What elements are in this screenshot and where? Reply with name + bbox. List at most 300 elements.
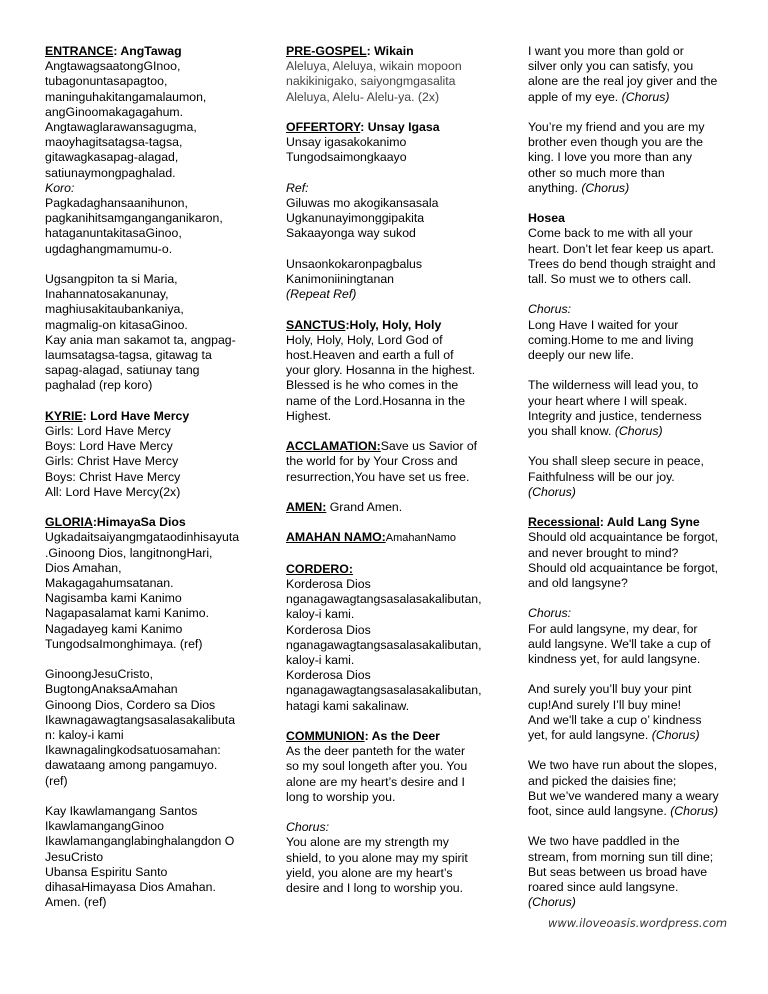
lyric-line: [45, 546, 250, 561]
lyric-text: But we’ve wandered many a weary: [528, 788, 719, 803]
lyric-text: Amen. (ref): [45, 895, 107, 910]
lyric-text: Ugkadaitsaiyangmgataodinhisayuta: [45, 530, 240, 545]
lyric-text: You alone are my strength my: [286, 835, 449, 850]
lyric-line: [528, 758, 730, 773]
lyric-text: maghiusakitaubankaniya,: [45, 302, 184, 317]
lyric-line: [286, 699, 492, 714]
chorus-marker: (Chorus): [621, 89, 670, 104]
lyric-line: [286, 759, 492, 774]
lyric-line: [286, 454, 492, 469]
lyric-text: The wilderness will lead you, to: [528, 378, 699, 393]
section-heading-subtitle: : Auld Lang Syne: [599, 515, 700, 530]
lyric-line: [45, 226, 250, 241]
lyric-text: n: kaloy-i kami: [45, 728, 124, 743]
section-heading-text: AmahanNamo: [385, 532, 457, 545]
lyric-text: Ubansa Espiritu Santo: [45, 864, 168, 879]
lyric-text: king. I love you more than any: [528, 150, 693, 165]
lyric-text: We two have paddled in the: [528, 834, 680, 849]
lyric-line: [45, 378, 250, 393]
lyric-line: [528, 135, 730, 150]
lyric-line: [45, 606, 250, 621]
section-heading-subtitle: : Wikain: [366, 44, 414, 58]
lyric-text: the world for by Your Cross and: [286, 454, 458, 469]
section-heading-title: OFFERTORY: [286, 120, 361, 134]
lyric-line: [45, 90, 250, 105]
lyric-text: dawataang among pangamuyo.: [45, 758, 218, 773]
spacer: [286, 105, 492, 120]
lyric-line: [45, 758, 250, 773]
lyric-text: Dios Amahan,: [45, 560, 122, 575]
lyric-line: [528, 774, 730, 789]
lyric-line: [45, 454, 250, 469]
section-heading-subtitle: :Holy, Holy, Holy: [345, 317, 442, 332]
lyric-line: [528, 606, 730, 621]
spacer: [528, 439, 730, 454]
lyric-line: [528, 530, 730, 545]
lyric-text: Girls: Christ Have Mercy: [45, 454, 179, 469]
lyric-text: dihasaHimayasa Dios Amahan.: [45, 880, 216, 895]
lyric-line: [45, 211, 250, 226]
lyric-text: apple of my eye.: [528, 89, 622, 104]
lyric-line: [528, 257, 730, 272]
lyric-line: [45, 682, 250, 697]
section-heading-title: GLORIA: [45, 515, 93, 530]
lyric-text: maoyhagitsatagsa-tagsa,: [45, 135, 183, 150]
lyric-text: kaloy-i kami.: [286, 607, 355, 622]
lyric-line: [286, 348, 492, 363]
lyric-text: Nagisamba kami Kanimo: [45, 591, 182, 606]
lyric-text: your glory. Hosanna in the highest.: [286, 363, 476, 378]
lyric-text: yield, you alone are my heart’s: [286, 865, 453, 880]
lyric-line: [528, 272, 730, 287]
lyric-text: IkawlamangangGinoo: [45, 819, 164, 834]
lyric-line: [45, 318, 250, 333]
lyric-line: [286, 744, 492, 759]
lyric-text: JesuCristo: [45, 849, 104, 864]
lyric-text: Inahannatosakanunay,: [45, 287, 169, 302]
spacer: [286, 302, 492, 317]
lyric-text: roared since auld langsyne.: [528, 880, 679, 895]
section-heading-text: Grand Amen.: [326, 500, 403, 514]
lyric-text: All: Lord Have Mercy(2x): [45, 484, 181, 499]
spacer: [45, 394, 250, 409]
lyric-line: [45, 470, 250, 485]
lyric-line: [45, 850, 250, 865]
lyric-line: [286, 470, 492, 485]
lyric-text: alone are my heart’s desire and I: [286, 774, 465, 789]
lyric-text: (Chorus): [528, 484, 576, 499]
spacer: [286, 515, 492, 530]
spacer: [528, 363, 730, 378]
section-heading-subtitle: :HimayaSa Dios: [92, 515, 186, 530]
lyric-line: [45, 181, 250, 196]
spacer: [286, 714, 492, 729]
lyric-text: As the deer panteth for the water: [286, 744, 466, 759]
lyric-line: [45, 166, 250, 181]
lyric-text: (Repeat Ref): [286, 287, 357, 302]
lyric-line: [528, 834, 730, 849]
lyric-text: and picked the daisies fine;: [528, 773, 677, 788]
section-heading-title: Recessional: [528, 515, 600, 530]
section-heading: [286, 439, 492, 454]
section-heading-title: KYRIE: [45, 408, 83, 423]
lyric-text: Koro:: [45, 180, 75, 195]
lyric-line: [528, 348, 730, 363]
lyric-text: pagkanihitsamganganganikaron,: [45, 211, 223, 226]
section-heading-subtitle: : Unsay Igasa: [360, 120, 440, 134]
lyric-line: [286, 851, 492, 866]
lyric-text: AngtawagsaatongGInoo,: [45, 59, 181, 74]
lyric-text: foot, since auld langsyne.: [528, 804, 671, 819]
lyric-line: [45, 485, 250, 500]
lyric-line: [45, 348, 250, 363]
chorus-marker: (Chorus): [651, 728, 700, 743]
lyric-line: [286, 135, 492, 150]
lyric-line: [45, 576, 250, 591]
spacer: [286, 242, 492, 257]
lyric-text: .Ginoong Dios, langitnongHari,: [45, 545, 213, 560]
lyric-line: [286, 150, 492, 165]
lyric-text: Korderosa Dios: [286, 576, 371, 591]
lyric-line: [528, 378, 730, 393]
lyric-line: [45, 150, 250, 165]
section-heading-title: PRE-GOSPEL: [286, 44, 367, 58]
lyric-line: [45, 774, 250, 789]
section-heading-text: Save us Savior of: [380, 439, 478, 454]
lyric-line: [528, 622, 730, 637]
lyric-line: [286, 59, 492, 74]
lyric-text: brother even though you are the: [528, 135, 704, 150]
lyric-line: [528, 470, 730, 485]
lyric-text: deeply our new life.: [528, 348, 634, 363]
lyric-text: Aleluya, Alelu- Alelu-ya. (2x): [286, 89, 440, 104]
lyric-text: You’re my friend and you are my: [528, 120, 705, 134]
lyric-line: [528, 682, 730, 697]
section-heading: [286, 729, 492, 744]
lyric-line: [45, 302, 250, 317]
lyric-line: [286, 653, 492, 668]
lyric-text: paghalad (rep koro): [45, 378, 153, 393]
lyric-text: Ugsangpiton ta si Maria,: [45, 272, 178, 287]
lyric-line: [528, 74, 730, 89]
section-heading-title: ACCLAMATION:: [286, 439, 381, 454]
lyric-line: [286, 577, 492, 592]
lyric-text: resurrection,You have set us free.: [286, 469, 470, 484]
lyric-line: [286, 790, 492, 805]
lyric-line: [528, 850, 730, 865]
lyric-line: [528, 90, 730, 105]
section-heading-title: CORDERO:: [286, 561, 353, 576]
lyric-line: [286, 363, 492, 378]
lyric-line: [286, 409, 492, 424]
lyric-line: [45, 819, 250, 834]
lyric-text: Korderosa Dios: [286, 622, 371, 637]
lyric-text: stream, from morning sun till dine;: [528, 849, 714, 864]
lyric-text: TungodsaImonghimaya. (ref): [45, 636, 203, 651]
lyric-text: your heart where I will speak.: [528, 393, 688, 408]
lyric-text: magmalig-on kitasaGinoo.: [45, 317, 188, 332]
lyric-line: [528, 302, 730, 317]
lyric-text: (ref): [45, 773, 68, 788]
lyric-line: [528, 181, 730, 196]
lyric-text: Ginoong Dios, Cordero sa Dios: [45, 697, 216, 712]
spacer: [286, 805, 492, 820]
lyric-line: [45, 74, 250, 89]
lyric-text: Aleluya, Aleluya, wikain mopoon: [286, 59, 462, 74]
lyric-line: [45, 622, 250, 637]
lyric-line: [528, 576, 730, 591]
lyric-line: [45, 120, 250, 135]
lyric-line: [286, 74, 492, 89]
section-heading: [45, 44, 250, 59]
section-heading-subtitle: : As the Deer: [364, 729, 440, 743]
lyric-line: [286, 378, 492, 393]
lyric-line: [45, 242, 250, 257]
lyric-line: [528, 318, 730, 333]
lyric-text: sapag-alagad, satiunay tang: [45, 363, 200, 378]
lyric-text: kindness yet, for auld langsyne.: [528, 652, 701, 667]
lyric-text: Angtawaglarawansagugma,: [45, 120, 197, 135]
lyric-line: [286, 226, 492, 241]
lyric-line: [45, 743, 250, 758]
lyric-text: tall. So must we to others call.: [528, 272, 692, 287]
lyric-text: ugdaghangmamumu-o.: [45, 241, 173, 256]
lyric-line: [528, 394, 730, 409]
lyric-line: [45, 59, 250, 74]
lyric-line: [528, 120, 730, 135]
spacer: [528, 743, 730, 758]
spacer: [45, 257, 250, 272]
lyric-text: For auld langsyne, my dear, for: [528, 621, 698, 636]
section-heading: [286, 120, 492, 135]
lyric-text: I want you more than gold or: [528, 44, 684, 58]
lyric-line: [45, 287, 250, 302]
spacer: [45, 652, 250, 667]
lyric-line: [45, 105, 250, 120]
lyric-text: Should old acquaintance be forgot,: [528, 560, 719, 575]
lyric-line: [286, 881, 492, 896]
lyric-line: [528, 561, 730, 576]
lyric-text: Kanimoniiningtanan: [286, 272, 395, 286]
section-heading: [286, 44, 492, 59]
song-title: Hosea: [528, 211, 565, 226]
lyric-line: [286, 211, 492, 226]
section-heading-title: ENTRANCE: [45, 44, 114, 58]
lyric-line: [528, 150, 730, 165]
lyric-line: [45, 135, 250, 150]
lyric-line: [528, 880, 730, 895]
lyric-line: [286, 333, 492, 348]
lyric-line: [286, 866, 492, 881]
lyric-text: heart. Don’t let fear keep us apart.: [528, 241, 714, 256]
column-left: [45, 44, 250, 911]
lyric-line: [528, 44, 730, 59]
lyric-text: hatagi kami sakalinaw.: [286, 698, 410, 713]
spacer: [45, 789, 250, 804]
lyric-line: [45, 713, 250, 728]
lyric-text: We two have run about the slopes,: [528, 758, 718, 773]
lyric-line: [45, 272, 250, 287]
lyric-line: [528, 166, 730, 181]
lyric-text: Integrity and justice, tenderness: [528, 408, 702, 423]
lyric-line: [528, 804, 730, 819]
lyric-line: [45, 363, 250, 378]
lyric-line: [528, 789, 730, 804]
chorus-marker: (Chorus): [581, 180, 630, 195]
lyric-text: Boys: Christ Have Mercy: [45, 469, 181, 484]
section-heading-subtitle: : AngTawag: [113, 44, 182, 58]
lyric-text: auld langsyne. We'll take a cup of: [528, 636, 711, 651]
lyric-text: You shall sleep secure in peace,: [528, 454, 704, 469]
lyric-text: laumsatagsa-tagsa, gitawag ta: [45, 348, 212, 363]
section-heading-title: AMAHAN NAMO:: [286, 530, 386, 545]
lyric-text: Unsaonkokaronpagbalus: [286, 256, 423, 271]
spacer: [286, 485, 492, 500]
lyric-line: [528, 454, 730, 469]
lyric-text: silver only you can satisfy, you: [528, 59, 694, 74]
lyric-text: tubagonuntasapagtoo,: [45, 74, 168, 89]
lyric-text: But seas between us broad have: [528, 864, 708, 879]
lyric-line: [286, 257, 492, 272]
spacer: [528, 196, 730, 211]
lyric-line: [286, 592, 492, 607]
lyric-text: Giluwas mo akogikansasala: [286, 196, 439, 210]
lyric-line: [286, 623, 492, 638]
lyric-text: you shall know.: [528, 424, 615, 439]
lyric-text: desire and I long to worship you.: [286, 881, 464, 896]
lyric-text: Should old acquaintance be forgot,: [528, 530, 719, 545]
lyric-line: [45, 865, 250, 880]
lyric-line: [45, 834, 250, 849]
lyric-text: nganagawagtangsasalasakalibutan,: [286, 683, 482, 698]
section-heading: [286, 530, 492, 546]
lyric-line: [45, 561, 250, 576]
lyric-line: [528, 409, 730, 424]
lyric-text: nganagawagtangsasalasakalibutan,: [286, 592, 482, 607]
lyric-text: name of the Lord.Hosanna in the: [286, 393, 466, 408]
lyric-text: Boys: Lord Have Mercy: [45, 439, 173, 454]
lyric-line: [528, 713, 730, 728]
lyric-line: [528, 637, 730, 652]
lyric-line: [528, 59, 730, 74]
lyric-text: cup!And surely I’ll buy mine!: [528, 697, 682, 712]
spacer: [286, 166, 492, 181]
lyric-line: [528, 698, 730, 713]
spacer: [528, 591, 730, 606]
lyric-text: Tungodsaimongkaayo: [286, 150, 407, 165]
lyric-text: Ref:: [286, 180, 309, 195]
lyric-line: [45, 530, 250, 545]
lyric-line: [286, 835, 492, 850]
lyric-line: [45, 591, 250, 606]
lyric-line: [286, 820, 492, 835]
section-heading-title: AMEN:: [286, 500, 327, 514]
lyric-text: Makagagahumsatanan.: [45, 576, 174, 591]
lyric-text: Chorus:: [528, 302, 572, 317]
chorus-marker: (Chorus): [670, 804, 719, 819]
lyric-line: [45, 439, 250, 454]
lyric-line: [528, 333, 730, 348]
lyric-text: other so much more than: [528, 165, 665, 180]
lyric-text: alone are the real joy giver and the: [528, 74, 718, 89]
lyric-line: [286, 668, 492, 683]
lyric-line: [45, 333, 250, 348]
lyric-text: (Chorus): [528, 895, 576, 910]
section-heading: [286, 562, 492, 577]
spacer: [528, 819, 730, 834]
lyric-text: And we'll take a cup o’ kindness: [528, 712, 702, 727]
section-heading: [286, 318, 492, 333]
section-heading-title: COMMUNION: [286, 729, 365, 743]
section-heading: [45, 515, 250, 530]
lyric-line: [286, 287, 492, 302]
lyric-text: shield, to you alone may my spirit: [286, 850, 468, 865]
lyric-text: Sakaayonga way sukod: [286, 226, 416, 241]
chorus-marker: (Chorus): [614, 424, 663, 439]
lyric-text: Pagkadaghansaanihunon,: [45, 196, 188, 211]
lyric-line: [528, 485, 730, 500]
lyric-line: [286, 272, 492, 287]
lyric-line: [45, 637, 250, 652]
lyric-line: [286, 90, 492, 105]
lyric-text: nganagawagtangsasalasakalibutan,: [286, 637, 482, 652]
lyric-text: Come back to me with all your: [528, 226, 693, 241]
spacer: [286, 424, 492, 439]
lyric-text: Kay Ikawlamangang Santos: [45, 804, 198, 819]
lyric-line: [286, 181, 492, 196]
section-heading: [528, 515, 730, 530]
lyric-text: coming.Home to me and living: [528, 332, 694, 347]
spacer: [528, 500, 730, 515]
lyric-text: Nagapasalamat kami Kanimo.: [45, 606, 210, 621]
section-heading: [45, 409, 250, 424]
lyric-line: [528, 546, 730, 561]
lyric-line: [45, 196, 250, 211]
lyric-text: and never brought to mind?: [528, 545, 679, 560]
lyric-text: Girls: Lord Have Mercy: [45, 424, 171, 439]
spacer: [286, 547, 492, 562]
lyric-text: long to worship you.: [286, 789, 396, 804]
lyric-line: [286, 607, 492, 622]
lyric-line: [286, 775, 492, 790]
lyric-line: [286, 196, 492, 211]
lyric-text: Trees do bend though straight and: [528, 256, 716, 271]
lyric-text: Long Have I waited for your: [528, 317, 679, 332]
lyric-text: GinoongJesuCristo,: [45, 667, 153, 682]
lyric-text: Ikawnagawagtangsasalasakalibuta: [45, 712, 236, 727]
lyric-line: [528, 865, 730, 880]
section-heading-subtitle: : Lord Have Mercy: [82, 408, 190, 423]
section-heading-title: SANCTUS: [286, 317, 346, 332]
footer-url: www.iloveoasis.wordpress.com: [548, 916, 728, 930]
lyric-text: hataganuntakitasaGinoo,: [45, 226, 182, 241]
lyric-text: nakikinigako, saiyongmgasalita: [286, 74, 456, 89]
lyric-line: [528, 895, 730, 910]
column-middle: [286, 44, 492, 896]
lyric-text: Chorus:: [528, 606, 572, 621]
lyric-text: Holy, Holy, Holy, Lord God of: [286, 332, 443, 347]
lyric-text: Korderosa Dios: [286, 668, 371, 683]
lyric-text: Kay ania man sakamot ta, angpag-: [45, 332, 236, 347]
lyric-text: angGinoomakagagahum.: [45, 104, 184, 119]
section-heading: [286, 500, 492, 515]
lyric-text: gitawagkasapag-alagad,: [45, 150, 179, 165]
lyric-line: [528, 226, 730, 241]
lyric-text: Faithfulness will be our joy.: [528, 469, 675, 484]
lyric-line: [528, 728, 730, 743]
lyric-text: Ugkanunayimonggipakita: [286, 211, 425, 226]
lyric-text: Highest.: [286, 408, 332, 423]
